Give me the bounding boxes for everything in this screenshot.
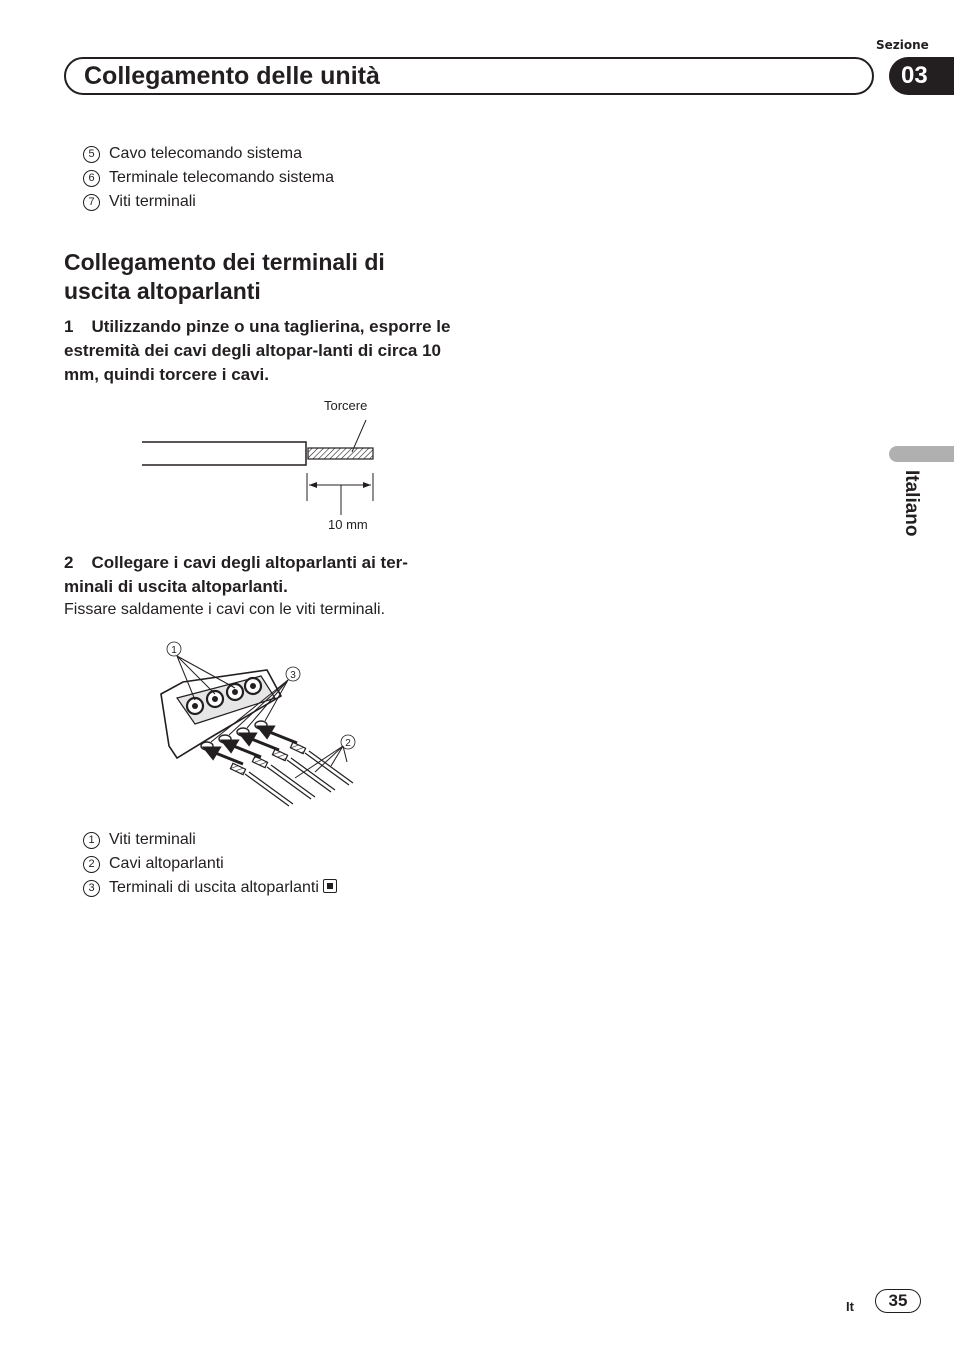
callout-1: 1 — [171, 645, 177, 656]
step-number: 1 — [64, 317, 74, 336]
page-number: 35 — [875, 1289, 921, 1313]
item-text: Viti terminali — [109, 831, 196, 848]
end-of-section-icon — [323, 879, 337, 893]
figure1-label-twist: Torcere — [324, 398, 368, 413]
step-text: Collegare i cavi degli altoparlanti ai ter-minali di uscita altoparlanti. — [64, 553, 408, 596]
item-text: Cavi altoparlanti — [109, 855, 224, 872]
callout-2: 2 — [345, 738, 351, 749]
list-item — [83, 852, 337, 876]
item-number: 3 — [83, 880, 100, 897]
step-2-body: Fissare saldamente i cavi con le viti terminali. — [64, 601, 386, 618]
section-number-badge: 03 — [889, 57, 954, 95]
section-label: Sezione — [876, 38, 929, 52]
top-legend-list — [83, 142, 334, 214]
item-number: 6 — [83, 170, 100, 187]
wire-bare-strands — [308, 448, 373, 459]
item-text: Terminali di uscita altoparlanti — [109, 879, 319, 896]
item-number: 2 — [83, 856, 100, 873]
step-text: Utilizzando pinze o una taglierina, esporre le estremità dei cavi degli altopar-lanti di circa 10 mm, quindi torcere i cavi. — [64, 317, 451, 384]
list-item — [83, 828, 337, 852]
language-tab-bar — [889, 446, 954, 462]
list-item — [83, 190, 334, 214]
item-number: 5 — [83, 146, 100, 163]
list-item — [83, 166, 334, 190]
item-text: Terminale telecomando sistema — [109, 169, 334, 186]
wire-strip-diagram — [130, 415, 390, 525]
item-text: Viti terminali — [109, 193, 196, 210]
callout-3: 3 — [290, 670, 296, 681]
bottom-legend-list — [83, 828, 337, 900]
wire-insulation — [142, 442, 306, 465]
item-number: 7 — [83, 194, 100, 211]
item-text: Cavo telecomando sistema — [109, 145, 302, 162]
page-title: Collegamento delle unità — [84, 62, 380, 90]
item-number: 1 — [83, 832, 100, 849]
step-2 — [64, 551, 454, 599]
language-tab-label: Italiano — [901, 470, 922, 537]
section-heading: Collegamento dei terminali di uscita altoparlanti — [64, 249, 385, 304]
terminal-block-diagram — [155, 638, 370, 813]
list-item — [83, 876, 337, 900]
twist-leader-line — [352, 420, 366, 452]
step-number: 2 — [64, 553, 74, 572]
list-item — [83, 142, 334, 166]
step-1 — [64, 315, 454, 387]
figure1-label-length: 10 mm — [328, 517, 368, 532]
language-code: It — [846, 1299, 854, 1314]
